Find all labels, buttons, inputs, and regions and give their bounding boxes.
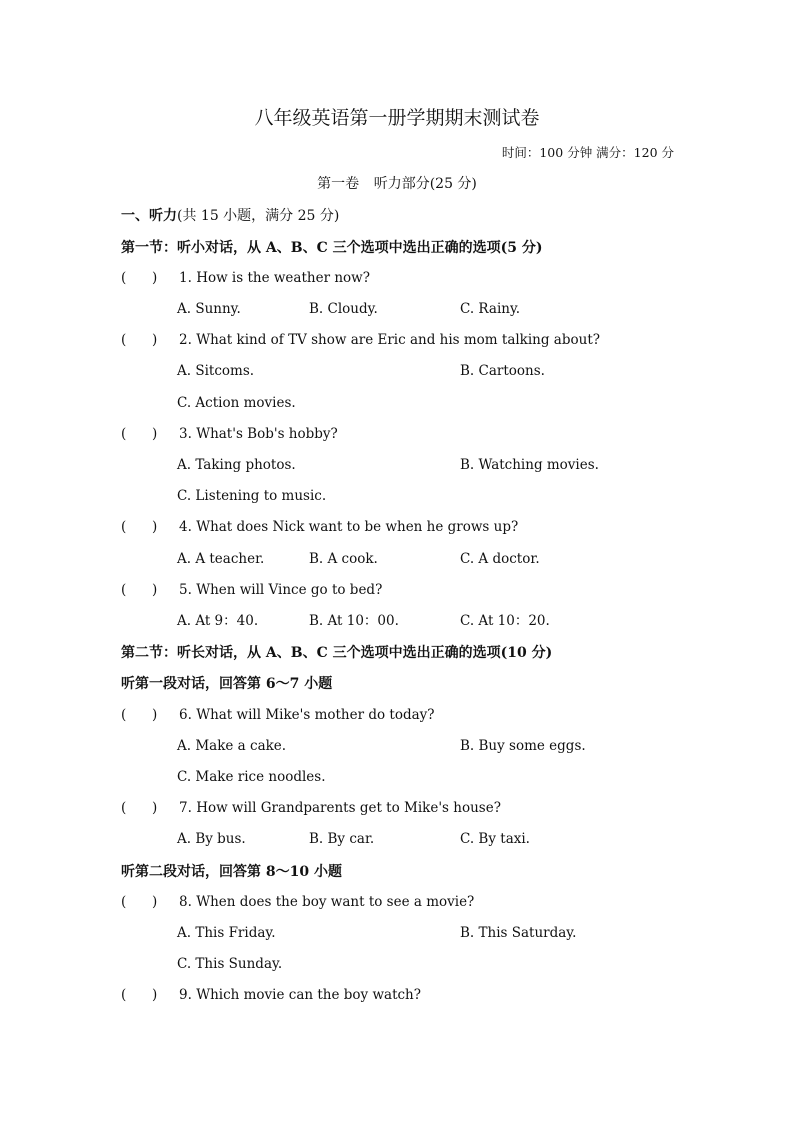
option-b: B. Buy some eggs. xyxy=(460,738,586,754)
dialog-2-instruction xyxy=(121,865,342,879)
option-a: A. This Friday. xyxy=(177,925,276,941)
answer-blank: ( ) xyxy=(121,800,158,816)
question-text: What will Mike's mother do today? xyxy=(196,707,435,723)
option-b: B. This Saturday. xyxy=(460,925,577,941)
answer-blank: ( ) xyxy=(121,707,158,723)
question-text: When does the boy want to see a movie? xyxy=(196,894,475,910)
question-1 xyxy=(121,272,370,286)
option-c: C. Listening to music. xyxy=(177,488,327,504)
dialog-2-text: 听第二段对话，回答第 8～10 小题 xyxy=(121,864,342,880)
answer-blank: ( ) xyxy=(121,582,158,598)
option-c: C. At 10：20. xyxy=(460,613,550,629)
option-b: B. By car. xyxy=(309,831,375,847)
section-detail: (共 15 小题，满分 25 分) xyxy=(177,208,340,224)
option-b: B. Cloudy. xyxy=(309,301,378,317)
subsection-1-detail: 听小对话，从 A、B、C 三个选项中选出正确的选项(5 分) xyxy=(177,240,543,256)
question-7 xyxy=(121,802,501,816)
option-a: A. Taking photos. xyxy=(177,457,296,473)
question-text: What does Nick want to be when he grows up? xyxy=(196,519,519,535)
dialog-1-instruction xyxy=(121,677,332,691)
option-c: C. This Sunday. xyxy=(177,956,283,972)
question-number: 5. xyxy=(179,582,192,598)
section-heading: 一、听力 xyxy=(121,208,177,224)
option-a: A. Sunny. xyxy=(177,301,241,317)
question-number: 9. xyxy=(179,987,192,1003)
question-3 xyxy=(121,428,338,442)
option-c: C. Rainy. xyxy=(460,301,521,317)
question-text: What kind of TV show are Eric and his mom talking about? xyxy=(196,332,600,348)
question-4 xyxy=(121,521,518,535)
exam-meta: 时间：100 分钟 满分：120 分 xyxy=(501,145,674,160)
question-text: When will Vince go to bed? xyxy=(196,582,383,598)
subsection-1-heading: 第一节： xyxy=(121,240,177,256)
question-8 xyxy=(121,896,474,910)
question-number: 7. xyxy=(179,800,192,816)
question-number: 1. xyxy=(179,270,192,286)
subsection-2 xyxy=(121,646,552,660)
subsection-2-detail: 听长对话，从 A、B、C 三个选项中选出正确的选项(10 分) xyxy=(177,645,553,661)
question-5 xyxy=(121,584,382,598)
option-a: A. By bus. xyxy=(177,831,246,847)
question-text: How is the weather now? xyxy=(196,270,370,286)
subsection-2-heading: 第二节： xyxy=(121,645,177,661)
option-b: B. At 10：00. xyxy=(309,613,399,629)
option-a: A. Make a cake. xyxy=(177,738,287,754)
option-c: C. Action movies. xyxy=(177,395,296,411)
question-text: How will Grandparents get to Mike's house? xyxy=(196,800,501,816)
question-number: 6. xyxy=(179,707,192,723)
option-b: B. Watching movies. xyxy=(460,457,599,473)
option-a: A. Sitcoms. xyxy=(177,363,255,379)
option-b: B. Cartoons. xyxy=(460,363,545,379)
option-c: C. Make rice noodles. xyxy=(177,769,326,785)
subsection-1 xyxy=(121,241,542,255)
question-6 xyxy=(121,709,435,723)
question-number: 8. xyxy=(179,894,192,910)
answer-blank: ( ) xyxy=(121,519,158,535)
exam-title: 八年级英语第一册学期期末测试卷 xyxy=(254,107,540,129)
section-listening xyxy=(121,209,339,223)
question-9 xyxy=(121,989,421,1003)
answer-blank: ( ) xyxy=(121,270,158,286)
part-name: 第一卷 xyxy=(317,176,360,192)
dialog-1-text: 听第一段对话，回答第 6～7 小题 xyxy=(121,676,333,692)
option-c: C. By taxi. xyxy=(460,831,530,847)
question-number: 3. xyxy=(179,426,192,442)
question-number: 2. xyxy=(179,332,192,348)
question-text: Which movie can the boy watch? xyxy=(196,987,421,1003)
option-b: B. A cook. xyxy=(309,551,378,567)
part-label: 听力部分(25 分) xyxy=(373,176,477,192)
option-c: C. A doctor. xyxy=(460,551,540,567)
answer-blank: ( ) xyxy=(121,894,158,910)
option-a: A. A teacher. xyxy=(177,551,265,567)
question-2 xyxy=(121,334,600,348)
question-number: 4. xyxy=(179,519,192,535)
part-heading xyxy=(0,177,794,191)
answer-blank: ( ) xyxy=(121,332,158,348)
question-text: What's Bob's hobby? xyxy=(196,426,338,442)
option-a: A. At 9：40. xyxy=(177,613,259,629)
answer-blank: ( ) xyxy=(121,987,158,1003)
answer-blank: ( ) xyxy=(121,426,158,442)
